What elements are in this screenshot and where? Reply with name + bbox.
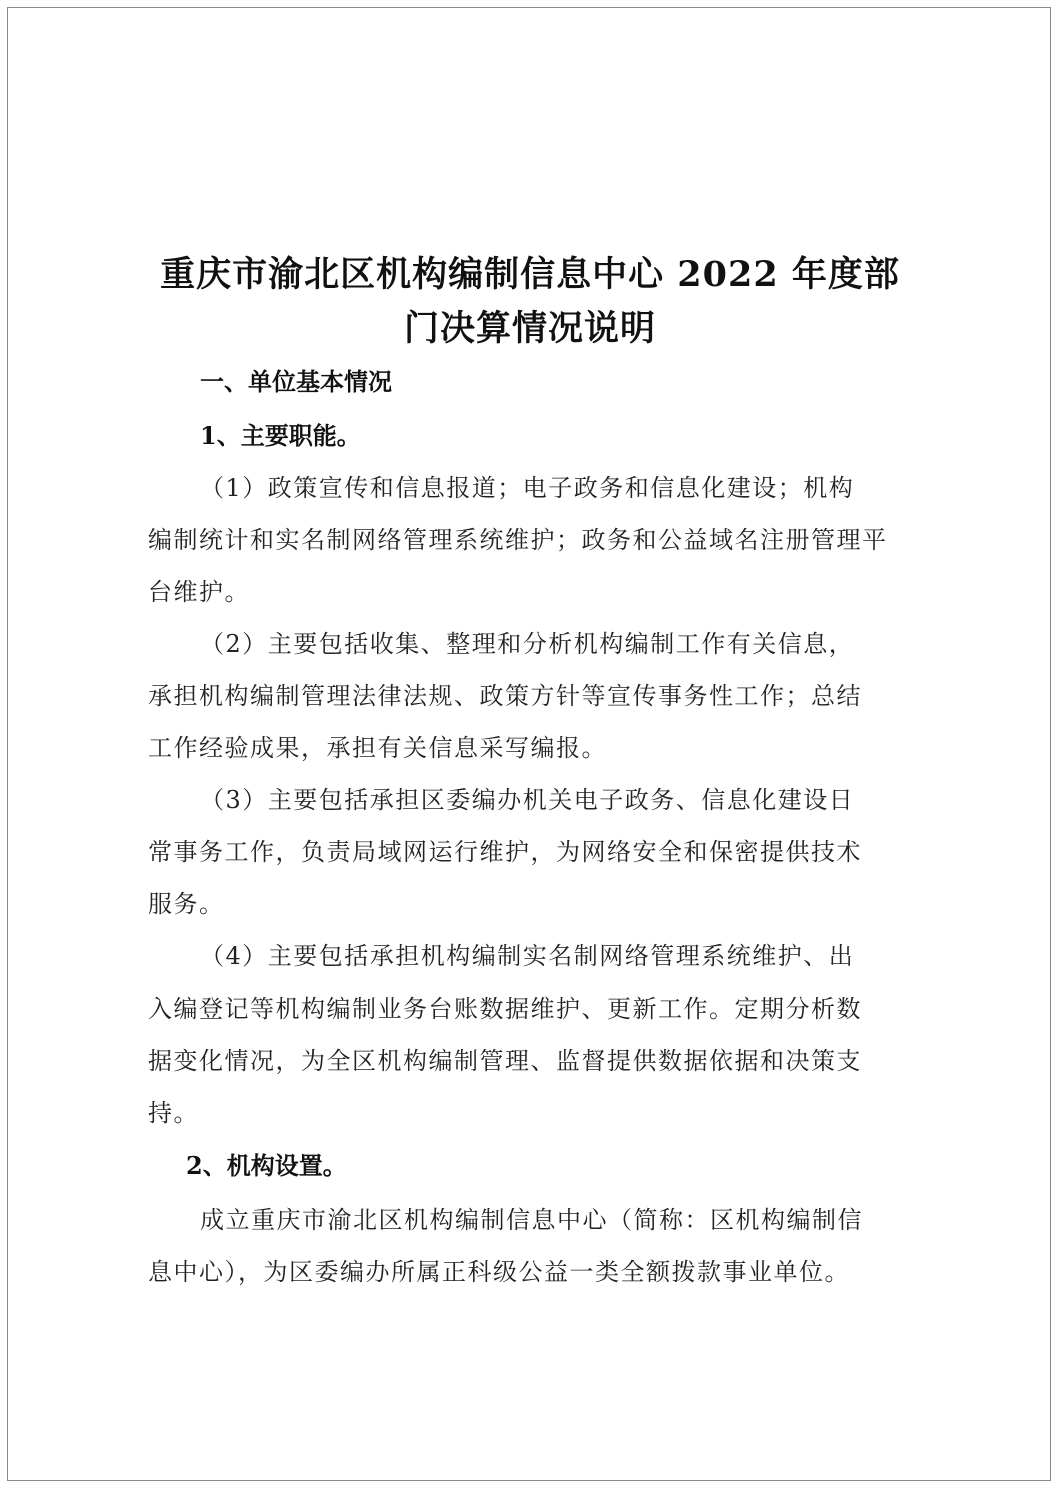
paragraph-line: 台维护。 [148,578,250,606]
paragraph-line: （3）主要包括承担区委编办机关电子政务、信息化建设日 [200,786,855,814]
subheading-main-functions: 1、主要职能。 [200,421,361,450]
paragraph-line: 持。 [148,1099,199,1127]
title-line-1: 重庆市渝北区机构编制信息中心 2022 年度部 [160,254,900,295]
section-heading-basic-info: 一、单位基本情况 [200,367,392,396]
paragraph-line: 入编登记等机构编制业务台账数据维护、更新工作。定期分析数 [148,995,862,1023]
document-title [140,248,920,356]
paragraph-line: （2）主要包括收集、整理和分析机构编制工作有关信息， [200,630,855,658]
paragraph-line: （1）政策宣传和信息报道；电子政务和信息化建设；机构 [200,474,855,502]
title-line-2: 门决算情况说明 [403,308,656,349]
subheading-organization: 2、机构设置。 [186,1151,347,1180]
paragraph-line: 编制统计和实名制网络管理系统维护；政务和公益域名注册管理平 [148,526,888,554]
paragraph-line: 据变化情况，为全区机构编制管理、监督提供数据依据和决策支 [148,1047,862,1075]
paragraph-line: 服务。 [148,890,225,918]
paragraph-line: 成立重庆市渝北区机构编制信息中心（简称：区机构编制信 [200,1206,863,1234]
paragraph-line: 工作经验成果，承担有关信息采写编报。 [148,734,607,762]
paragraph-line: （4）主要包括承担机构编制实名制网络管理系统维护、出 [200,942,855,970]
paragraph-line: 息中心），为区委编办所属正科级公益一类全额拨款事业单位。 [148,1258,850,1286]
paragraph-line: 承担机构编制管理法律法规、政策方针等宣传事务性工作；总结 [148,682,862,710]
paragraph-line: 常事务工作，负责局域网运行维护，为网络安全和保密提供技术 [148,838,862,866]
